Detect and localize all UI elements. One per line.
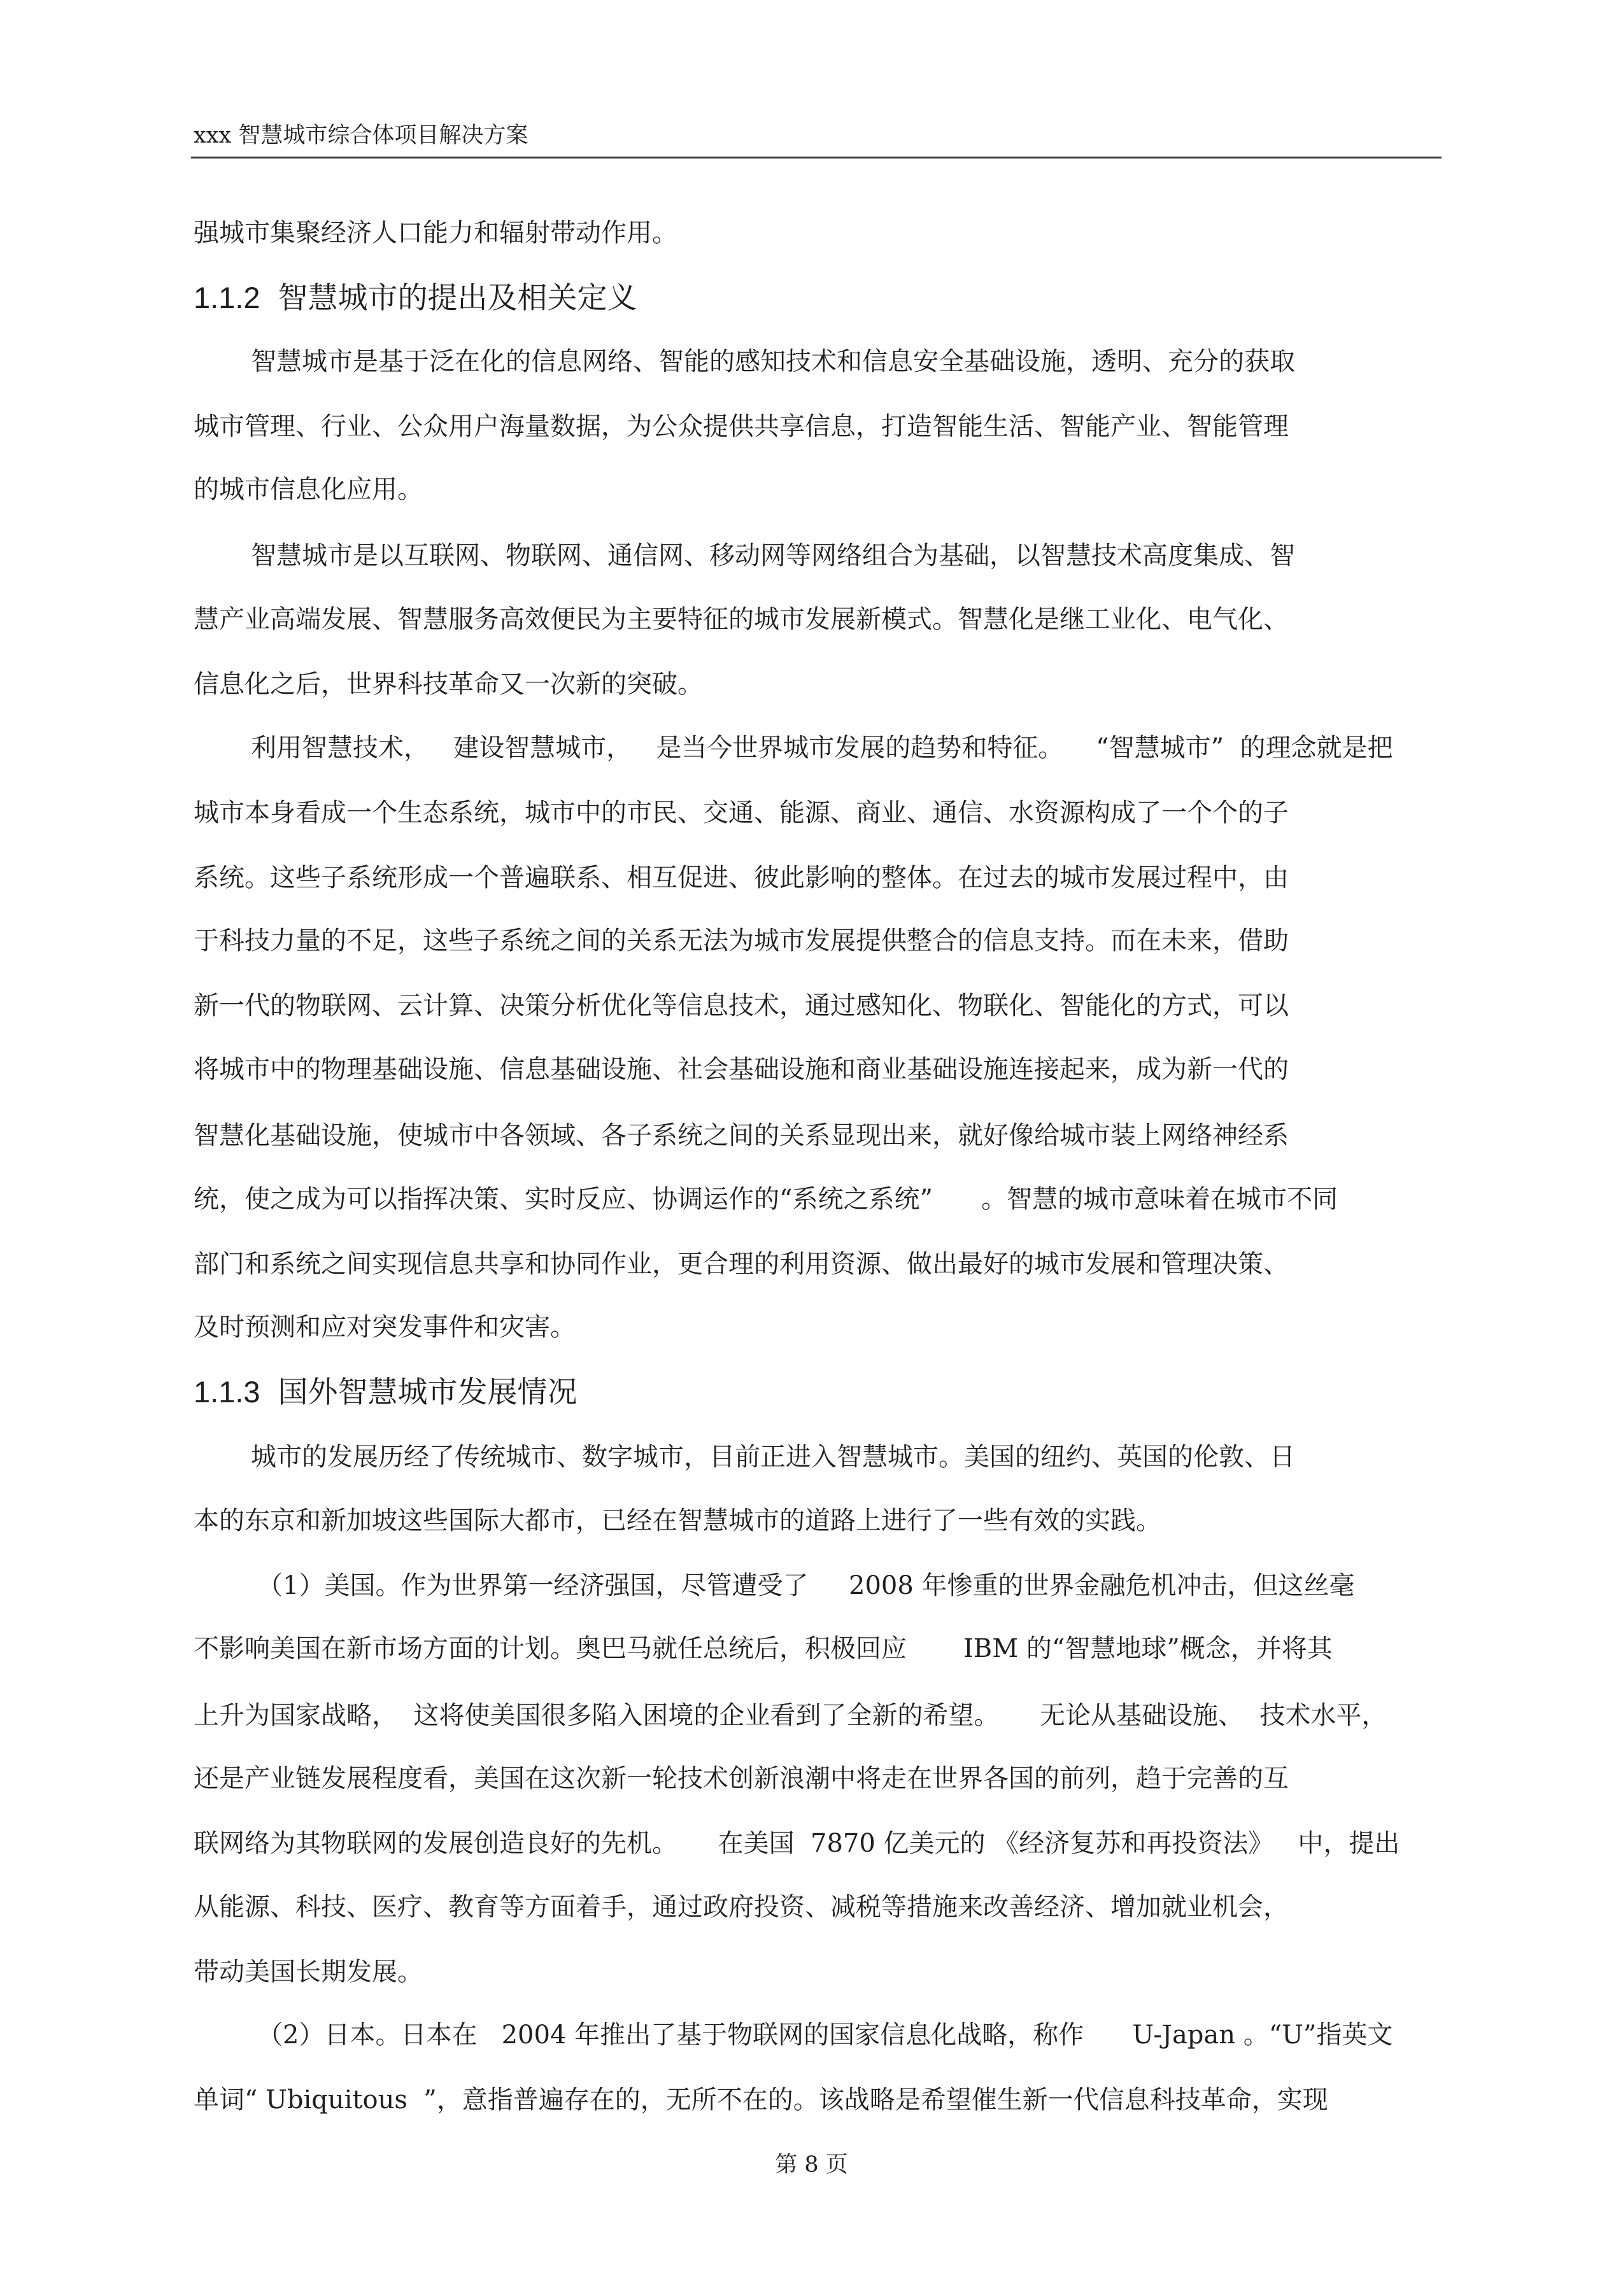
paragraph-line: 利用智慧技术， 建设智慧城市， 是当今世界城市发展的趋势和特征。 “智慧城市” 的理念就是把 — [251, 733, 1393, 763]
paragraph-line: 于科技力量的不足，这些子系统之间的关系无法为城市发展提供整合的信息支持。而在未来，借助 — [194, 926, 1289, 955]
page-number: 第 8 页 — [775, 2152, 848, 2178]
paragraph-line: 强城市集聚经济人口能力和辐射带动作用。 — [194, 218, 677, 248]
paragraph-line: 新一代的物联网、云计算、决策分析优化等信息技术，通过感知化、物联化、智能化的方式，可以 — [194, 991, 1289, 1020]
paragraph-line: 部门和系统之间实现信息共享和协同作业，更合理的利用资源、做出最好的城市发展和管理决策、 — [194, 1250, 1289, 1279]
paragraph-line: 智慧化基础设施，使城市中各领域、各子系统之间的关系显现出来，就好像给城市装上网络神经系 — [194, 1121, 1289, 1150]
paragraph-line: 本的东京和新加坡这些国际大都市，已经在智慧城市的道路上进行了一些有效的实践。 — [194, 1506, 1161, 1535]
paragraph-line: 从能源、科技、医疗、教育等方面着手，通过政府投资、减税等措施来改善经济、增加就业机会， — [194, 1892, 1289, 1922]
paragraph-line: （2）日本。日本在 2004 年推出了基于物联网的国家信息化战略，称作 U-Japan 。“U”指英文 — [257, 2020, 1393, 2050]
document-header-title: xxx 智慧城市综合体项目解决方案 — [194, 123, 528, 148]
paragraph-line: 城市本身看成一个生态系统，城市中的市民、交通、能源、商业、通信、水资源构成了一个个的子 — [194, 798, 1289, 828]
paragraph-line: 的城市信息化应用。 — [194, 475, 423, 504]
section-heading-1-1-2 — [194, 280, 637, 316]
paragraph-line: 城市的发展历经了传统城市、数字城市，目前正进入智慧城市。美国的纽约、英国的伦敦、日 — [251, 1442, 1295, 1472]
section-number: 1.1.2 — [194, 281, 260, 314]
paragraph-line: 上升为国家战略， 这将使美国很多陷入困境的企业看到了全新的希望。 无论从基础设施、 技术水平， — [194, 1701, 1387, 1730]
section-number: 1.1.3 — [194, 1375, 260, 1409]
paragraph-line: 将城市中的物理基础设施、信息基础设施、社会基础设施和商业基础设施连接起来，成为新一代的 — [194, 1055, 1289, 1084]
section-title: 国外智慧城市发展情况 — [278, 1375, 578, 1410]
section-title: 智慧城市的提出及相关定义 — [278, 281, 637, 316]
paragraph-line: 及时预测和应对突发事件和灾害。 — [194, 1313, 576, 1342]
paragraph-line: 单词“ Ubiquitous ”，意指普遍存在的，无所不在的。该战略是希望催生新一代信息科技革命，实现 — [194, 2085, 1328, 2115]
paragraph-line: 带动美国长期发展。 — [194, 1957, 423, 1987]
paragraph-line: （1）美国。作为世界第一经济强国，尽管遭受了 2008 年惨重的世界金融危机冲击，但这丝毫 — [257, 1571, 1355, 1600]
paragraph-line: 慧产业高端发展、智慧服务高效便民为主要特征的城市发展新模式。智慧化是继工业化、电气化、 — [194, 605, 1289, 634]
paragraph-line: 智慧城市是以互联网、物联网、通信网、移动网等网络组合为基础，以智慧技术高度集成、智 — [251, 541, 1295, 570]
header-divider — [191, 157, 1442, 158]
paragraph-line: 不影响美国在新市场方面的计划。奥巴马就任总统后，积极回应 IBM 的“智慧地球”概念，并将其 — [194, 1634, 1333, 1663]
paragraph-line: 系统。这些子系统形成一个普遍联系、相互促进、彼此影响的整体。在过去的城市发展过程中，由 — [194, 863, 1289, 892]
paragraph-line: 智慧城市是基于泛在化的信息网络、智能的感知技术和信息安全基础设施，透明、充分的获取 — [251, 347, 1295, 376]
paragraph-line: 联网络为其物联网的发展创造良好的先机。 在美国 7870 亿美元的 《经济复苏和再投资法》 中，提出 — [194, 1829, 1400, 1858]
paragraph-line: 还是产业链发展程度看，美国在这次新一轮技术创新浪潮中将走在世界各国的前列，趋于完善的互 — [194, 1764, 1289, 1793]
paragraph-line: 信息化之后，世界科技革命又一次新的突破。 — [194, 670, 703, 699]
paragraph-line: 统，使之成为可以指挥决策、实时反应、协调运作的“系统之系统” 。智慧的城市意味着在城市不同 — [194, 1185, 1338, 1214]
paragraph-line: 城市管理、行业、公众用户海量数据，为公众提供共享信息，打造智能生活、智能产业、智能管理 — [194, 412, 1289, 441]
section-heading-1-1-3 — [194, 1374, 578, 1411]
